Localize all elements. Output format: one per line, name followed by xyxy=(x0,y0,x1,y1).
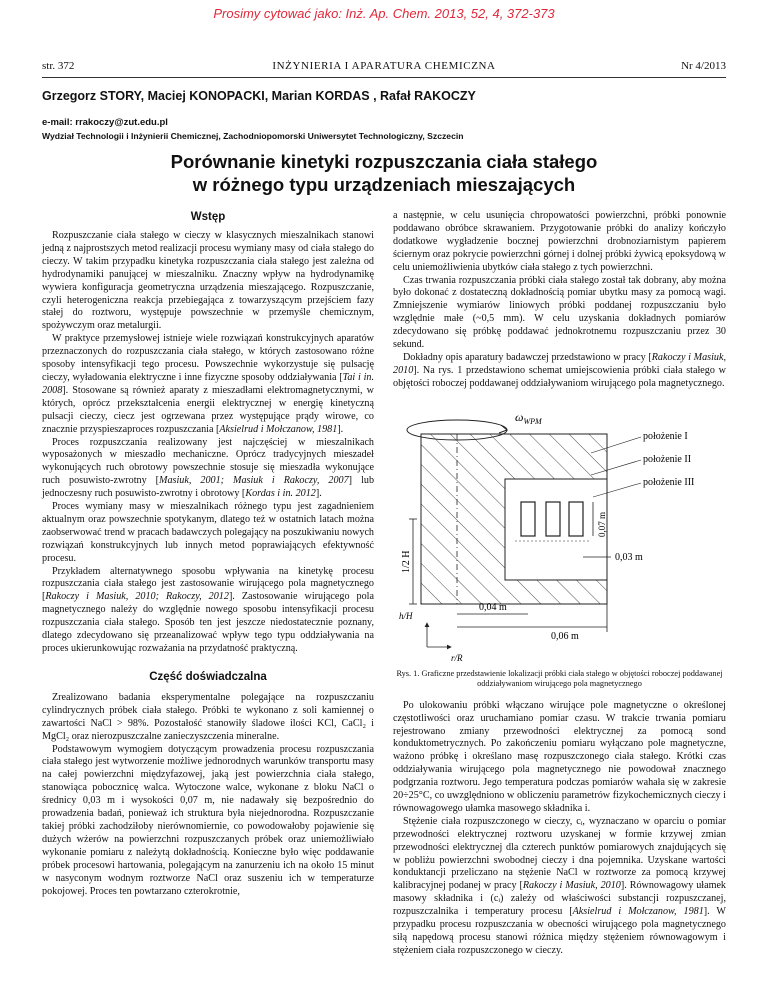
title-line-2: w różnego typu urządzeniach mieszających xyxy=(192,174,576,195)
figure-1-caption: Rys. 1. Graficzne przedstawienie lokalizacji próbki ciała stałego w objętości roboczej poddawanej oddziaływaniom wirującego pola magnetycznego xyxy=(396,668,723,689)
dimension-006-label: 0,06 m xyxy=(551,630,579,642)
reference: Rakoczy i Masiuk, 2010 xyxy=(393,351,726,376)
paragraph: Podstawowym wymogiem dotyczącym prowadzenia procesu rozpuszczania ciała stałego jest wytworzenie możliwe jednorodnych warunków transportu masy na całej powierzchni międzyfazowej, jaką jest powierzchnia ciała stałego, stanowiąca pobocznicę walca. Wytoczone walce, wykonane z bloku NaCl o średnicy 0,03 m i wysokości 0,07 m, nie nadawały się bezpośrednio do prowadzenia badań, ponieważ ich struktura była niejednorodna. Rozpuszczanie takiej próbki zachodziłoby nierównomiernie, co powodowałoby pojawienie się dużych wżerów na powierzchni rozpuszczanych próbek oraz uniemożliwiało wykonanie pomiaru z należytą dokładnością. Konieczne było więc poddawanie próbek procesowi hartowania, polegającym na zanurzeniu ich na około 15 minut w nasyconym wodnym roztworze NaCl oraz suszeniu ich w temperaturze pokojowej. Proces ten powtarzano czterokrotnie, xyxy=(42,743,374,897)
title-line-1: Porównanie kinetyki rozpuszczania ciała stałego xyxy=(170,151,598,172)
section-heading-experimental: Część doświadczalna xyxy=(149,670,267,683)
paragraph: a następnie, w celu usunięcia chropowatości powierzchni, próbki ponownie poddawano obróbce skrawaniem. Przygotowanie próbki do analizy kończyło dodatkowe wygładzenie bocznej powierzchni drobnoziarnistym papierem ściernym oraz pokrycie powierzchni górnej i dolnej próbki żywicą epoksydową w celu uniemożliwienia ubytków ciała stałego z tych powierzchni. xyxy=(393,210,726,273)
reference: Masiuk, 2001; Masiuk i Rakoczy, 2007 xyxy=(159,475,349,487)
author-email: e-mail: rrakoczy@zut.edu.pl xyxy=(42,117,168,128)
position-2-label: położenie II xyxy=(643,453,692,465)
reference: Aksielrud i Mołczanow, 1981 xyxy=(219,423,338,435)
paragraph: Dokładny opis aparatury badawczej przedstawiono w pracy [Rakoczy i Masiuk, 2010]. Na rys. 1 przedstawiono schemat umiejscowienia próbki ciała stałego w objętości roboczej poddawanej oddziaływaniom wirującego pola magnetycznego. xyxy=(393,351,726,389)
reference: Aksielrud i Mołczanow, 1981 xyxy=(572,906,704,918)
journal-name: INŻYNIERIA I APARATURA CHEMICZNA xyxy=(272,60,496,72)
paragraph: Proces rozpuszczania realizowany jest najczęściej w mieszalnikach wyposażonych w mieszadło mechaniczne. Oprócz tradycyjnych mieszadeł wykonujących ruch obrotowy powszechnie stosuje się mieszadła wykonujące ruch posuwisto-zwrotny [Masiuk, 2001; Masiuk i Rakoczy, 2007] lub jednoczesny ruch posuwisto-zwrotny i obrotowy [Kordas i in. 2012]. xyxy=(42,436,375,500)
paragraph: Stężenie ciała rozpuszczonego w cieczy, cᵢ, wyznaczano w oparciu o pomiar przewodności elektrycznej roztworu uzyskanej w formie krzywej zmian przewodności elektrycznej dla czterech punktów pomiarowych znajdujących się w pobliżu powierzchni swobodnej cieczy i dna pojemnika. Uzyskane wartości konduktancji przeliczano na stężenie NaCl w roztworze za pomocą krzywej kalibracyjnej podanej w pracy [Rakoczy i Masiuk, 2010]. Równowagowy ułamek masowy składnika i (cᵢ) zależy od właściwości substancji rozpuszczanej, rozpuszczalnika i temperatury procesu [Aksielrud i Mołczanow, 1981]. W przypadku procesu rozpuszczania w obecności wirującego pola magnetycznego siłą napędową procesu stanowi różnica między stężeniem równowagowym i stężeniem ciała rozpuszczonego w cieczy. xyxy=(393,815,726,956)
sample-position-2 xyxy=(546,502,560,536)
dimension-007-label: 0,07 m xyxy=(597,511,607,537)
section-heading-intro: Wstęp xyxy=(190,211,226,223)
reference: Rakoczy i Masiuk, 2010; Rakoczy, 2012 xyxy=(45,591,229,603)
header-rule xyxy=(42,77,726,78)
position-3-label: położenie III xyxy=(643,476,695,488)
figure-1 xyxy=(393,397,726,665)
figure-1-diagram xyxy=(393,397,726,665)
citation-note: Prosimy cytować jako: Inż. Ap. Chem. 2013, 52, 4, 372-373 xyxy=(213,6,555,21)
dimension-003-label: 0,03 m xyxy=(615,551,643,563)
paragraph: W praktyce przemysłowej istnieje wiele rozwiązań konstrukcyjnych aparatów przeznaczonych do rozpuszczania ciała stałego, w których zastosowano różne sposoby intensyfikacji tego procesu. Powszechnie wykorzystuje się pulsację cieczy, wyładowania elektryczne i inne fizyczne sposoby oddziaływania [Tai i in. 2008]. Stosowane są również aparaty z mieszadłami elektromagnetycznymi, w których, oprócz przekształcenia energii elektrycznej w energię kinetyczną pulsacji cieczy, ciecz jest ogrzewana przez występujące prądy wirowe, co znacznie przyspieszaproces rozpuszczania [Aksielrud i Mołczanow, 1981]. xyxy=(42,333,375,435)
paragraph: Zrealizowano badania eksperymentalne polegające na rozpuszczaniu cylindrycznych próbek ciała stałego. Próbki te wykonano z soli kamiennej o zawartości NaCl > 98%. Pozostałość stanowiły śladowe ilości KCl, CaCl₂ i MgCl₂ oraz nierozpuszczalne zanieczyszczenia mineralne. xyxy=(42,691,374,742)
issue-number: Nr 4/2013 xyxy=(681,60,726,72)
paragraph: Proces wymiany masy w mieszalnikach różnego typu jest zagadnieniem aktualnym oraz powszechnie spotykanym, dlatego też w ostatnich latach można zaobserwować trend w pracach badawczych polegający na poszukiwaniu nowych rozwiązań konstrukcyjnych lub innych metod poprawiających efektywność procesu. xyxy=(42,501,374,564)
paragraph: Rozpuszczanie ciała stałego w cieczy w klasycznych mieszalnikach stanowi jedną z najprostszych metod realizacji procesu wymiany masy od ciała stałego do cieczy. W takim przypadku kinetyka rozpuszczania ciała stałego jest zależna od hydrodynamiki panującej w mieszalniku. Znaczny wpływ na hydrodynamikę wywiera konfiguracja geometryczna urządzenia mieszającego. Rozpuszczanie, czyli heterogeniczna reakcja przebiegająca z towarzyszącym przejściem fazy stałej do roztworu, występuje powszechnie w przemyśle chemicznym, spożywczym oraz metalurgii. xyxy=(42,230,374,332)
affiliation: Wydział Technologii i Inżynierii Chemicznej, Zachodniopomorski Uniwersytet Technologiczny, Szczecin xyxy=(42,131,464,141)
paragraph: Czas trwania rozpuszczania próbki ciała stałego został tak dobrany, aby można było dokonać z dostateczną dokładnością pomiar ubytku masy za pomocą wagi. Zmniejszenie wymiarów liniowych próbki poddanej rozpuszczaniu było względnie małe (~0,5 mm). W celu uzyskania dokładnych pomiarów zdecydowano się próbkę poddawać jednokrotnemu rozpuszczaniu przez 30 sekund. xyxy=(393,274,726,351)
authors: Grzegorz STORY, Maciej KONOPACKI, Marian KORDAS , Rafał RAKOCZY xyxy=(42,89,476,103)
page-number: str. 372 xyxy=(42,60,75,72)
omega-label: $\omega_{WPM}$ xyxy=(515,409,542,426)
sample-position-1 xyxy=(521,502,535,536)
reference: Tai i in. 2008 xyxy=(42,371,375,396)
dimension-004-label: 0,04 m xyxy=(479,601,507,613)
paragraph: Przykładem alternatywnego sposobu wpływania na kinetykę procesu rozpuszczania ciała stałego jest zastosowanie wirującego pola magnetycznego [Rakoczy i Masiuk, 2010; Rakoczy, 2012]. Zastosowanie wirującego pola magnetycznego należy do względnie nowego sposobu intensyfikacji procesu rozpuszczania ciała stałego. Sposób ten jest jeszcze niedostatecznie poznany, dlatego zdecydowano się przeanalizować wpływ tego typu oddziaływania na proces ukierunkowując rozważania na przydatność praktyczną. xyxy=(42,565,374,654)
paragraph: Po ulokowaniu próbki włączano wirujące pole magnetyczne o określonej częstotliwości oraz uruchamiano pomiar czasu. W trakcie trwania pomiaru rejestrowano zmiany przewodności elektrycznej za pomocą sond konduktometrycznych. Po zakończeniu pomiaru wyłączano pole magnetyczne, ważono próbkę i określano masę rozpuszczonego ciała stałego. Krótki czas oddziaływania wirującego pola magnetycznego nie powodował znacznego podgrzania roztworu. Jego temperatura podczas pomiarów wahała się w zakresie 20÷25°C, co uwzględniono w obliczeniu parametrów fizykochemicznych cieczy i równowagowego ułamka masowego składnika i. xyxy=(393,699,726,814)
axis-h-label: h/H xyxy=(399,610,413,621)
position-1-label: położenie I xyxy=(643,430,688,442)
dimension-half-h-label: 1/2 H xyxy=(401,550,412,573)
axis-r-label: r/R xyxy=(451,652,463,663)
reference: Rakoczy i Masiuk, 2010 xyxy=(522,880,621,892)
right-column xyxy=(393,210,726,958)
left-column xyxy=(42,210,374,898)
paper-title xyxy=(0,150,768,196)
sample-position-3 xyxy=(569,502,583,536)
reference: Kordas i in. 2012 xyxy=(245,488,316,500)
